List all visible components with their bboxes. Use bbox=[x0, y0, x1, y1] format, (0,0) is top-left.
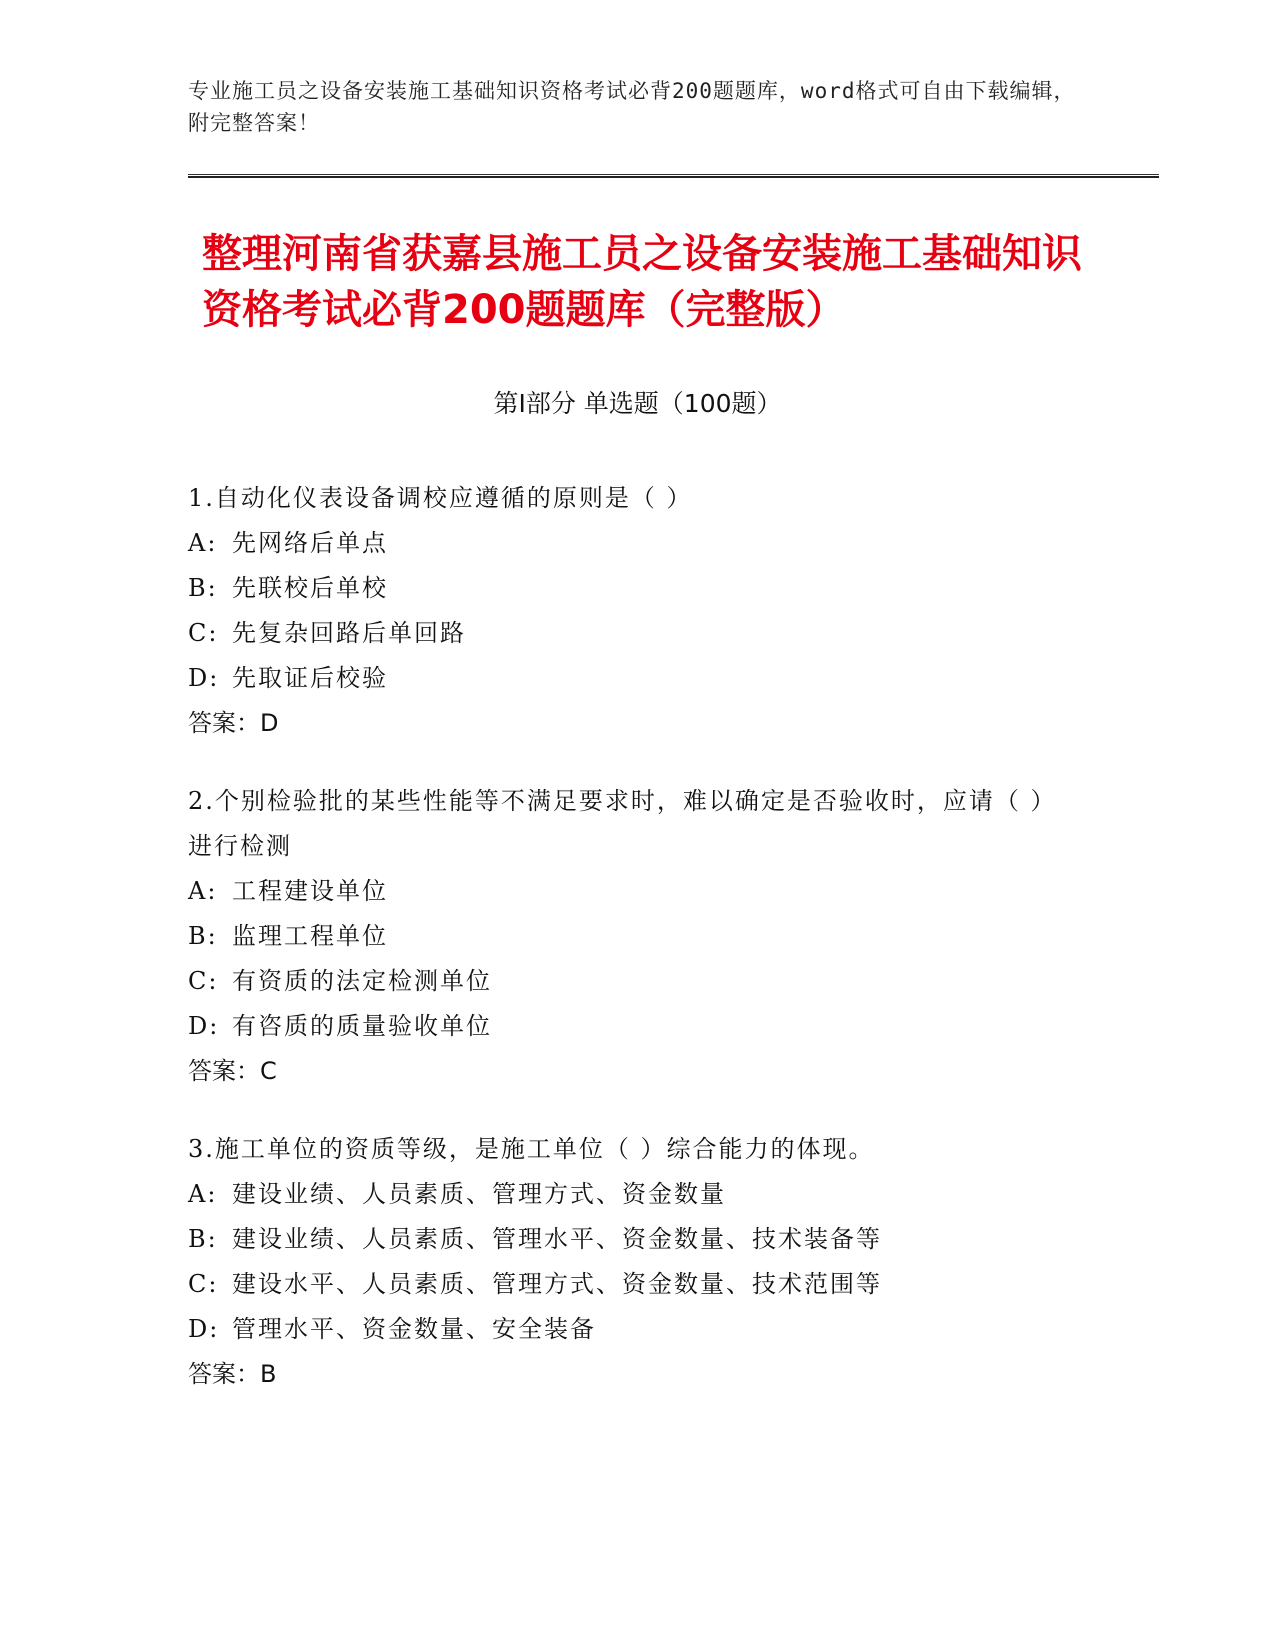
option-letter: C: bbox=[188, 1270, 219, 1298]
option-text: 工程建设单位 bbox=[232, 877, 388, 905]
option-b bbox=[188, 1217, 1068, 1262]
option-d bbox=[188, 656, 1068, 701]
option-a bbox=[188, 1172, 1068, 1217]
option-letter: B: bbox=[188, 574, 218, 602]
option-letter: C: bbox=[188, 619, 219, 647]
option-text: 建设水平、人员素质、管理方式、资金数量、技术范围等 bbox=[232, 1270, 882, 1298]
option-letter: D: bbox=[188, 1315, 220, 1343]
option-a bbox=[188, 869, 1068, 914]
option-letter: B: bbox=[188, 922, 218, 950]
option-text: 建设业绩、人员素质、管理水平、资金数量、技术装备等 bbox=[232, 1225, 882, 1253]
header-divider bbox=[188, 174, 1159, 178]
header-note: 专业施工员之设备安装施工基础知识资格考试必背200题题库，word格式可自由下载编辑，附完整答案！ bbox=[188, 79, 1076, 135]
answer: 答案：D bbox=[188, 709, 279, 737]
question-3 bbox=[188, 1127, 1068, 1397]
option-letter: C: bbox=[188, 967, 219, 995]
question-list bbox=[188, 476, 1068, 1430]
option-letter: A: bbox=[188, 877, 218, 905]
option-d bbox=[188, 1307, 1068, 1352]
option-c bbox=[188, 611, 1068, 656]
document-title: 整理河南省获嘉县施工员之设备安装施工基础知识资格考试必背200题题库（完整版） bbox=[202, 231, 1082, 333]
question-stem: 3.施工单位的资质等级，是施工单位（ ）综合能力的体现。 bbox=[188, 1135, 875, 1163]
answer: 答案：C bbox=[188, 1057, 277, 1085]
question-stem: 1.自动化仪表设备调校应遵循的原则是（ ） bbox=[188, 484, 693, 512]
option-text: 管理水平、资金数量、安全装备 bbox=[232, 1315, 596, 1343]
option-text: 有咨质的质量验收单位 bbox=[232, 1012, 492, 1040]
option-letter: A: bbox=[188, 1180, 218, 1208]
option-c bbox=[188, 959, 1068, 1004]
option-a bbox=[188, 521, 1068, 566]
option-text: 先取证后校验 bbox=[232, 664, 388, 692]
option-text: 有资质的法定检测单位 bbox=[232, 967, 492, 995]
option-letter: D: bbox=[188, 664, 220, 692]
answer: 答案：B bbox=[188, 1360, 277, 1388]
option-text: 建设业绩、人员素质、管理方式、资金数量 bbox=[232, 1180, 726, 1208]
section-heading: 第Ⅰ部分 单选题（100题） bbox=[493, 389, 782, 418]
question-stem: 2.个别检验批的某些性能等不满足要求时，难以确定是否验收时，应请（ ）进行检测 bbox=[188, 787, 1057, 860]
question-2 bbox=[188, 779, 1068, 1094]
option-letter: A: bbox=[188, 529, 218, 557]
option-b bbox=[188, 914, 1068, 959]
option-letter: D: bbox=[188, 1012, 220, 1040]
option-b bbox=[188, 566, 1068, 611]
option-text: 先联校后单校 bbox=[232, 574, 388, 602]
option-c bbox=[188, 1262, 1068, 1307]
question-1 bbox=[188, 476, 1068, 746]
option-text: 先网络后单点 bbox=[232, 529, 388, 557]
option-text: 监理工程单位 bbox=[232, 922, 388, 950]
option-d bbox=[188, 1004, 1068, 1049]
option-letter: B: bbox=[188, 1225, 218, 1253]
option-text: 先复杂回路后单回路 bbox=[232, 619, 466, 647]
